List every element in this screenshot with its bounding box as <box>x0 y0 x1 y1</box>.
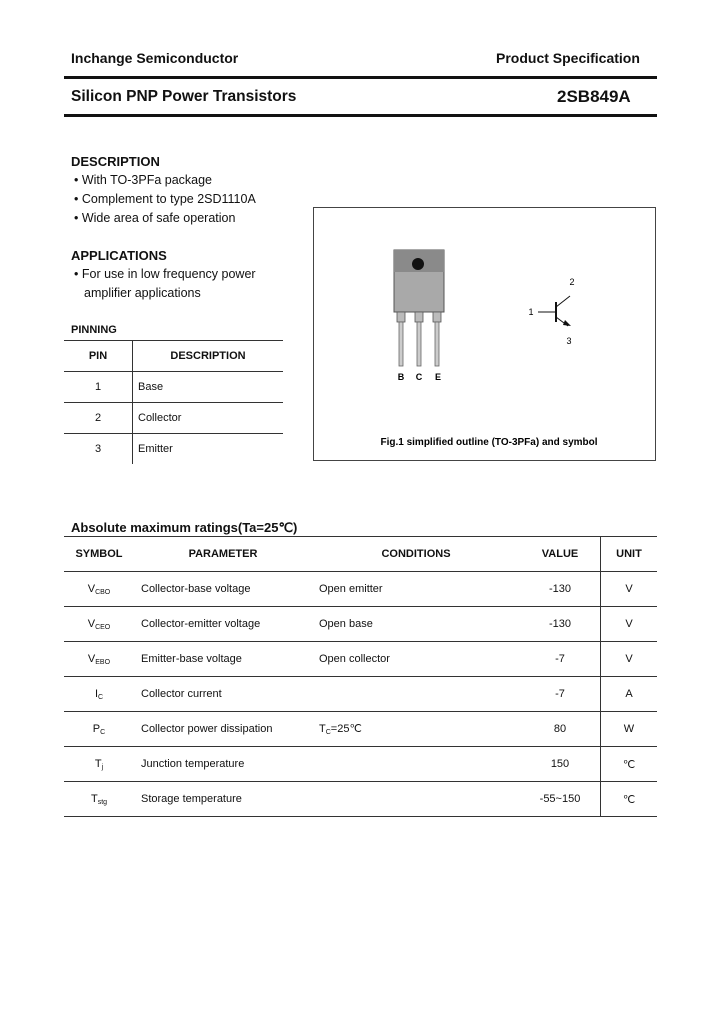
rating-row <box>64 607 657 642</box>
pin-description: Base <box>138 381 164 393</box>
conditions-cell: Open collector <box>319 653 390 665</box>
parameter-cell: Collector-base voltage <box>141 583 251 595</box>
symbol-cell: $V_{CBO}$ <box>87 582 111 596</box>
description-bullet: • With TO-3PFa package <box>74 173 213 187</box>
parameter-cell: Collector current <box>141 688 222 700</box>
symbol-cell: $T_j$ <box>94 757 104 771</box>
ratings-heading: Absolute maximum ratings(Ta=25℃) <box>71 520 298 535</box>
parameter-cell: Collector-emitter voltage <box>141 618 261 630</box>
unit-cell: V <box>625 618 633 630</box>
conditions-cell: Open emitter <box>319 583 383 595</box>
rating-row <box>64 712 657 747</box>
parameter-cell: Storage temperature <box>141 793 242 805</box>
pin-description: Emitter <box>138 443 173 455</box>
value-cell: -130 <box>520 572 601 607</box>
symbol-cell: $T_{stg}$ <box>90 792 108 806</box>
pin-label-c: C <box>415 372 423 382</box>
pin-label-b: B <box>397 372 405 382</box>
unit-cell: ℃ <box>622 758 636 771</box>
conditions-cell <box>312 677 520 712</box>
description-bullet: • Wide area of safe operation <box>74 211 236 225</box>
pin-number: 1 <box>64 372 133 403</box>
symbol-cell: $I_C$ <box>94 687 104 701</box>
unit-cell: A <box>625 688 633 700</box>
part-number: 2SB849A <box>557 87 631 106</box>
symbol-cell: $V_{CEO}$ <box>87 617 111 631</box>
value-column-header: VALUE <box>520 537 601 572</box>
pin-row <box>64 372 283 403</box>
description-bullet: • Complement to type 2SD1110A <box>74 192 256 206</box>
header-rule-bottom <box>64 114 657 117</box>
symbol-label-3: 3 <box>566 336 572 346</box>
pin-row <box>64 434 283 465</box>
unit-cell: V <box>625 653 633 665</box>
pinning-table <box>64 340 283 464</box>
transistor-symbol-icon <box>538 296 571 326</box>
pin-description: Collector <box>138 412 182 424</box>
unit-cell: W <box>623 723 635 735</box>
unit-cell: V <box>625 583 633 595</box>
value-cell: 80 <box>520 712 601 747</box>
conditions-column-header: CONDITIONS <box>381 548 451 560</box>
value-cell: -55~150 <box>520 782 601 817</box>
pin-number: 2 <box>64 403 133 434</box>
applications-bullet-continued: amplifier applications <box>84 286 201 300</box>
pinning-heading: PINNING <box>71 324 117 336</box>
ratings-table <box>64 536 657 817</box>
package-outline-icon <box>314 208 655 460</box>
symbol-label-2: 2 <box>569 277 575 287</box>
symbol-column-header: SYMBOL <box>75 548 123 560</box>
parameter-cell: Collector power dissipation <box>141 723 273 735</box>
rating-row <box>64 572 657 607</box>
parameter-cell: Junction temperature <box>141 758 245 770</box>
header-rule-top <box>64 76 657 79</box>
figure-caption: Fig.1 simplified outline (TO-3PFa) and symbol <box>380 437 598 448</box>
symbol-cell: $P_C$ <box>92 722 106 736</box>
value-cell: -7 <box>520 677 601 712</box>
parameter-cell: Emitter-base voltage <box>141 653 242 665</box>
symbol-label-1: 1 <box>528 307 534 317</box>
company-name: Inchange Semiconductor <box>71 50 239 66</box>
applications-heading: APPLICATIONS <box>71 248 167 263</box>
pin-number: 3 <box>64 434 133 465</box>
rating-row <box>64 642 657 677</box>
conditions-cell <box>312 747 520 782</box>
rating-row <box>64 677 657 712</box>
product-line: Silicon PNP Power Transistors <box>71 88 297 105</box>
value-cell: -130 <box>520 607 601 642</box>
document-type: Product Specification <box>496 50 640 66</box>
figure-box <box>313 207 656 461</box>
applications-bullet: • For use in low frequency power <box>74 267 256 281</box>
conditions-cell: Open base <box>319 618 373 630</box>
symbol-cell: $V_{EBO}$ <box>87 652 111 666</box>
pin-column-header: PIN <box>64 341 133 372</box>
parameter-column-header: PARAMETER <box>188 548 258 560</box>
value-cell: -7 <box>520 642 601 677</box>
rating-row <box>64 782 657 817</box>
value-cell: 150 <box>520 747 601 782</box>
pin-label-e: E <box>434 372 442 382</box>
description-column-header: DESCRIPTION <box>170 350 246 362</box>
unit-cell: ℃ <box>622 793 636 806</box>
pin-row <box>64 403 283 434</box>
conditions-cell <box>312 782 520 817</box>
description-heading: DESCRIPTION <box>71 154 160 169</box>
conditions-cell: $T_C=25℃$ <box>319 723 362 736</box>
rating-row <box>64 747 657 782</box>
unit-column-header: UNIT <box>616 548 642 560</box>
